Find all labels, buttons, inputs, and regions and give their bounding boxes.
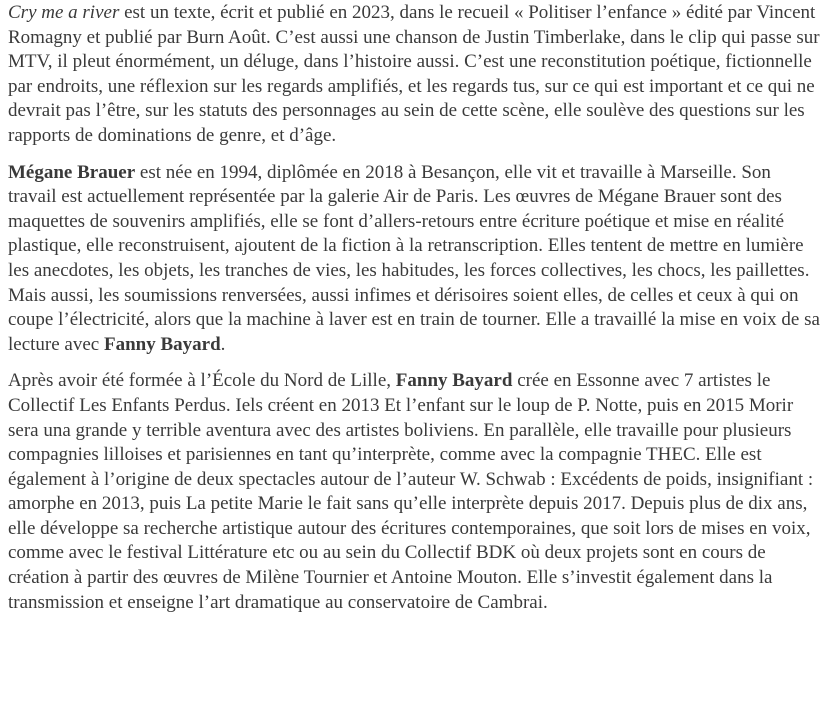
text-run: . (220, 333, 226, 355)
text-run-italic: Cry me a river (8, 2, 120, 23)
text-run-bold: Fanny Bayard (103, 333, 221, 355)
text-run: crée en Essonne avec 7 artistes le Collectif Les Enfants Perdus. Iels créent en 2013 Et l’enfant sur le loup de P. Notte, puis en 2015 Morir sera una grande y terrible aventura avec des artistes boliviens. En parallèle, elle travaille pour plusieurs compagnies lilloises et parisiennes en tant qu’interprète, comme avec la compagnie THEC. Elle est également à l’origine de deux spectacles autour de l’auteur W. Schwab : Excédents de poids, insignifiant : amorphe en 2013, puis La petite Marie le fait sans qu’elle interprète depuis 2017. Depuis plus de dix ans, elle développe sa recherche artistique autour des écritures contemporaines, que soit lors de mises en voix, comme avec le festival Littérature etc ou au sein du Collectif BDK où deux projets sont en cours de création à partir des œuvres de Milène Tournier et Antoine Mouton. Elle s’investit également dans la transmission et enseigne l’art dramatique au conservatoire de Cambrai. (8, 370, 814, 613)
paragraph (8, 161, 821, 358)
paragraph (8, 1, 821, 149)
text-run-bold: Mégane Brauer (8, 161, 136, 183)
text-run: est un texte, écrit et publié en 2023, dans le recueil « Politiser l’enfance » édité par Vincent Romagny et publié par Burn Août. C’est aussi une chanson de Justin Timberlake, dans le clip qui passe sur MTV, il pleut énormément, un déluge, dans l’histoire aussi. C’est une reconstitution poétique, fictionnelle par endroits, une réflexion sur les regards amplifiés, et les regards tus, sur ce qui est important et ce qui ne devrait pas l’être, sur les statuts des personnages au sein de cette scène, elle soulève des questions sur les rapports de dominations de genre, et d’âge. (8, 2, 820, 146)
text-run: est née en 1994, diplômée en 2018 à Besançon, elle vit et travaille à Marseille. Son travail est actuellement représentée par la galerie Air de Paris. Les œuvres de Mégane Brauer sont des maquettes de souvenirs amplifiés, elle se font d’allers-retours entre écriture poétique et mise en réalité plastique, elle reconstruisent, ajoutent de la fiction à la retranscription. Elles tentent de mettre en lumière les anecdotes, les objets, les tranches de vies, les habitudes, les forces collectives, les chocs, les paillettes. Mais aussi, les soumissions renversées, aussi infimes et dérisoires soient elles, de celles et ceux à qui on coupe l’électricité, alors que la machine à laver est en train de tourner. Elle a travaillé la mise en voix de sa lecture avec (8, 161, 820, 355)
text-run: Après avoir été formée à l’École du Nord de Lille, (8, 370, 396, 392)
text-run-bold: Fanny Bayard (395, 370, 513, 392)
paragraph (8, 369, 821, 615)
document-body (8, 1, 821, 615)
